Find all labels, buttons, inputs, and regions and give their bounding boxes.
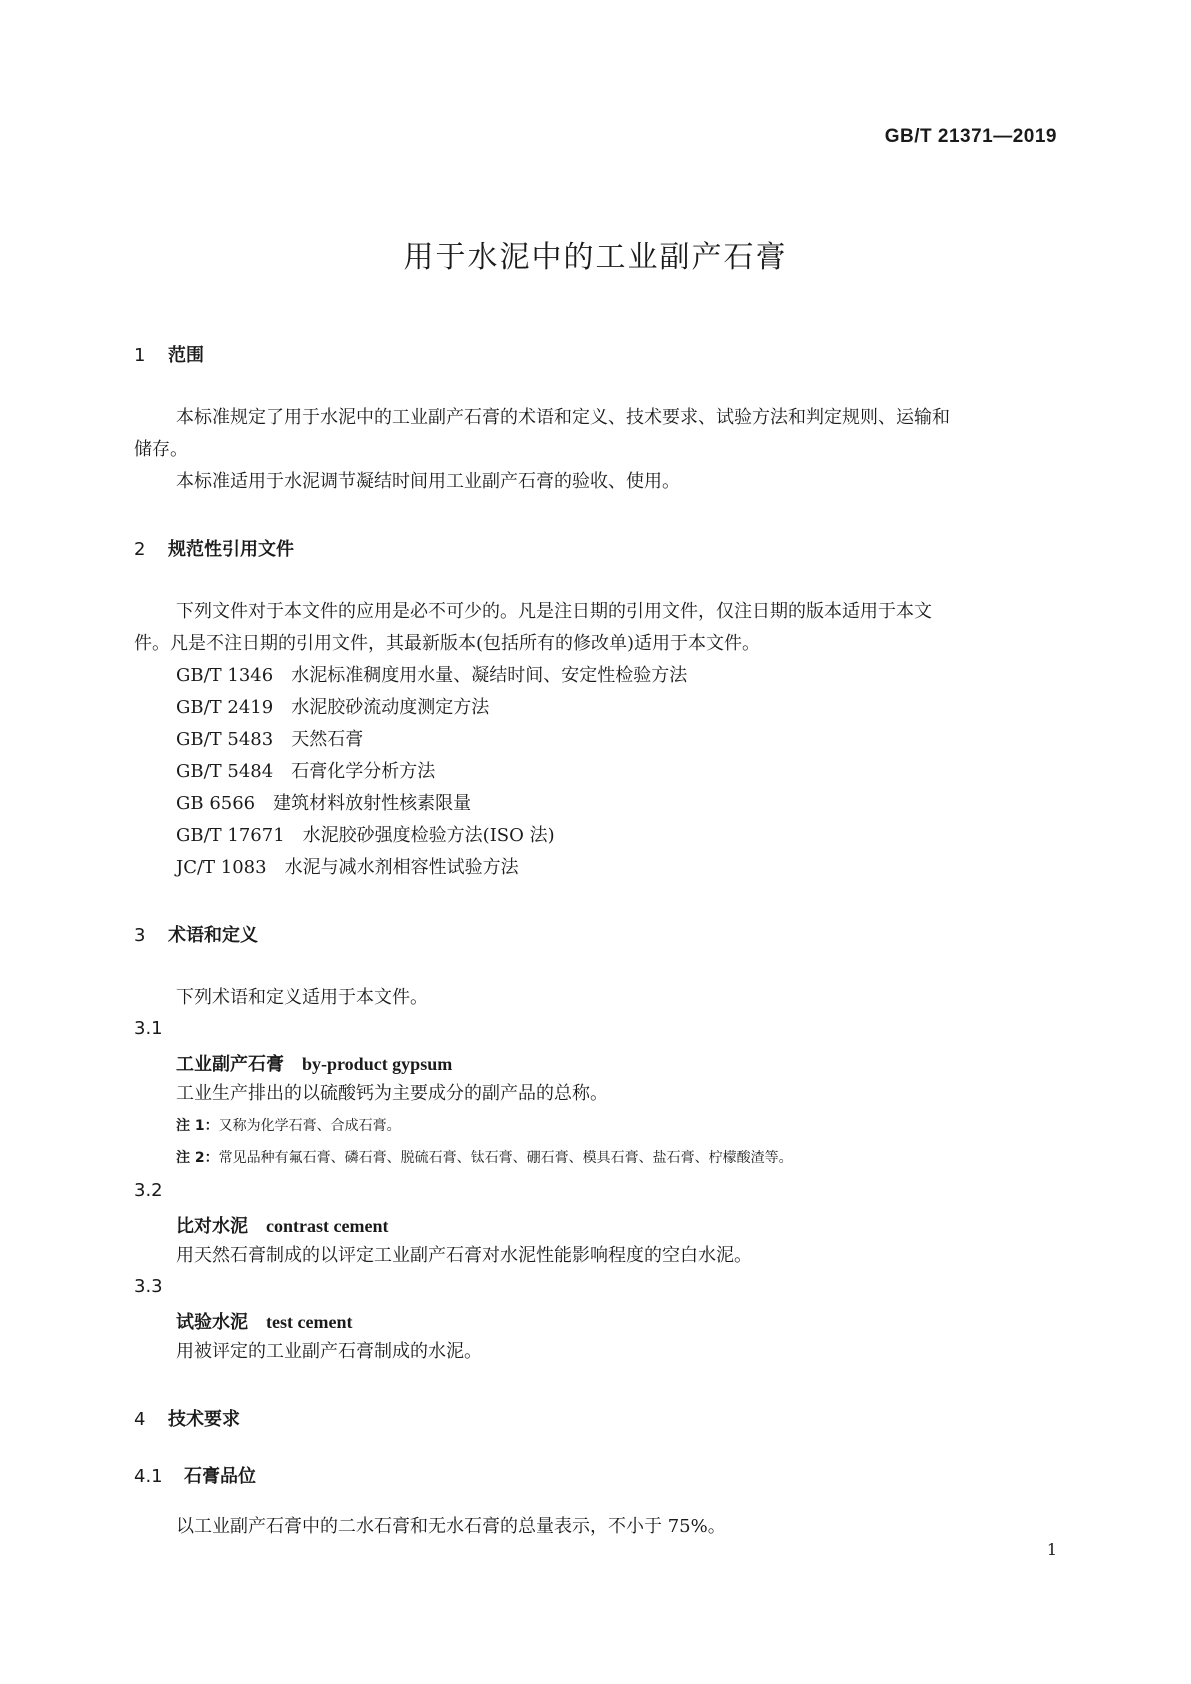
note-text: 常见品种有氟石膏、磷石膏、脱硫石膏、钛石膏、硼石膏、模具石膏、盐石膏、柠檬酸渣等。 [218, 1150, 793, 1166]
term-en: test cement [266, 1312, 353, 1332]
section-1-para1-line1: 本标准规定了用于水泥中的工业副产石膏的术语和定义、技术要求、试验方法和判定规则、运输和 [176, 407, 950, 428]
section-2-intro-line2: 件。凡是不注日期的引用文件，其最新版本(包括所有的修改单)适用于本文件。 [134, 633, 761, 654]
reference-title: 石膏化学分析方法 [291, 761, 436, 782]
section-3-heading [134, 921, 258, 947]
section-3-title: 术语和定义 [168, 925, 258, 946]
subsection-4-1-title: 石膏品位 [184, 1466, 256, 1487]
section-1-number: 1 [134, 345, 146, 366]
reference-code: GB 6566 [176, 793, 256, 814]
term-zh: 试验水泥 [176, 1312, 248, 1333]
term-definition: 用被评定的工业副产石膏制成的水泥。 [176, 1341, 482, 1362]
term-number: 3.3 [134, 1276, 163, 1297]
section-1-para1-line2: 储存。 [134, 439, 188, 460]
reference-item [176, 696, 489, 720]
reference-title: 水泥与减水剂相容性试验方法 [284, 857, 519, 878]
reference-code: JC/T 1083 [176, 857, 267, 878]
reference-item [176, 728, 363, 752]
reference-title: 建筑材料放射性核素限量 [273, 793, 472, 814]
term-number: 3.2 [134, 1180, 163, 1201]
term-definition: 工业生产排出的以硫酸钙为主要成分的副产品的总称。 [176, 1083, 608, 1104]
note-text: 又称为化学石膏、合成石膏。 [218, 1118, 401, 1134]
page-number: 1 [1046, 1540, 1057, 1559]
term-note [176, 1116, 401, 1136]
section-1-heading [134, 341, 204, 367]
reference-item [176, 824, 555, 848]
term-en: contrast cement [266, 1216, 389, 1236]
standard-code: GB/T 21371—2019 [884, 126, 1057, 147]
term-entry [176, 1212, 388, 1238]
reference-code: GB/T 5483 [176, 729, 274, 750]
section-2-title: 规范性引用文件 [168, 539, 294, 560]
section-2-intro-line1: 下列文件对于本文件的应用是必不可少的。凡是注日期的引用文件，仅注日期的版本适用于本文 [176, 601, 932, 622]
section-4-number: 4 [134, 1409, 146, 1430]
reference-code: GB/T 5484 [176, 761, 274, 782]
section-4-heading [134, 1405, 240, 1431]
reference-title: 水泥胶砂流动度测定方法 [291, 697, 490, 718]
term-zh: 工业副产石膏 [176, 1054, 284, 1075]
section-4-title: 技术要求 [168, 1409, 240, 1430]
note-label: 注 2： [176, 1150, 219, 1166]
reference-item [176, 792, 471, 816]
section-3-number: 3 [134, 925, 146, 946]
term-entry [176, 1308, 352, 1334]
term-number: 3.1 [134, 1018, 163, 1039]
reference-item [176, 760, 435, 784]
document-title: 用于水泥中的工业副产石膏 [403, 240, 788, 275]
reference-code: GB/T 1346 [176, 665, 274, 686]
section-2-number: 2 [134, 539, 146, 560]
section-3-intro: 下列术语和定义适用于本文件。 [176, 987, 428, 1008]
subsection-4-1-heading [134, 1462, 256, 1488]
reference-title: 水泥胶砂强度检验方法(ISO 法) [302, 825, 555, 846]
section-2-heading [134, 535, 294, 561]
term-note [176, 1148, 793, 1168]
term-definition: 用天然石膏制成的以评定工业副产石膏对水泥性能影响程度的空白水泥。 [176, 1245, 752, 1266]
term-en: by-product gypsum [302, 1054, 453, 1074]
reference-title: 天然石膏 [291, 729, 364, 750]
reference-item [176, 856, 519, 880]
reference-title: 水泥标准稠度用水量、凝结时间、安定性检验方法 [291, 665, 688, 686]
reference-item [176, 664, 687, 688]
section-1-title: 范围 [168, 345, 204, 366]
note-label: 注 1： [176, 1118, 219, 1134]
term-entry [176, 1050, 452, 1076]
section-1-para2: 本标准适用于水泥调节凝结时间用工业副产石膏的验收、使用。 [176, 471, 680, 492]
reference-code: GB/T 2419 [176, 697, 274, 718]
subsection-4-1-text: 以工业副产石膏中的二水石膏和无水石膏的总量表示，不小于 75%。 [176, 1516, 726, 1537]
subsection-4-1-number: 4.1 [134, 1466, 163, 1487]
reference-code: GB/T 17671 [176, 825, 285, 846]
term-zh: 比对水泥 [176, 1216, 248, 1237]
